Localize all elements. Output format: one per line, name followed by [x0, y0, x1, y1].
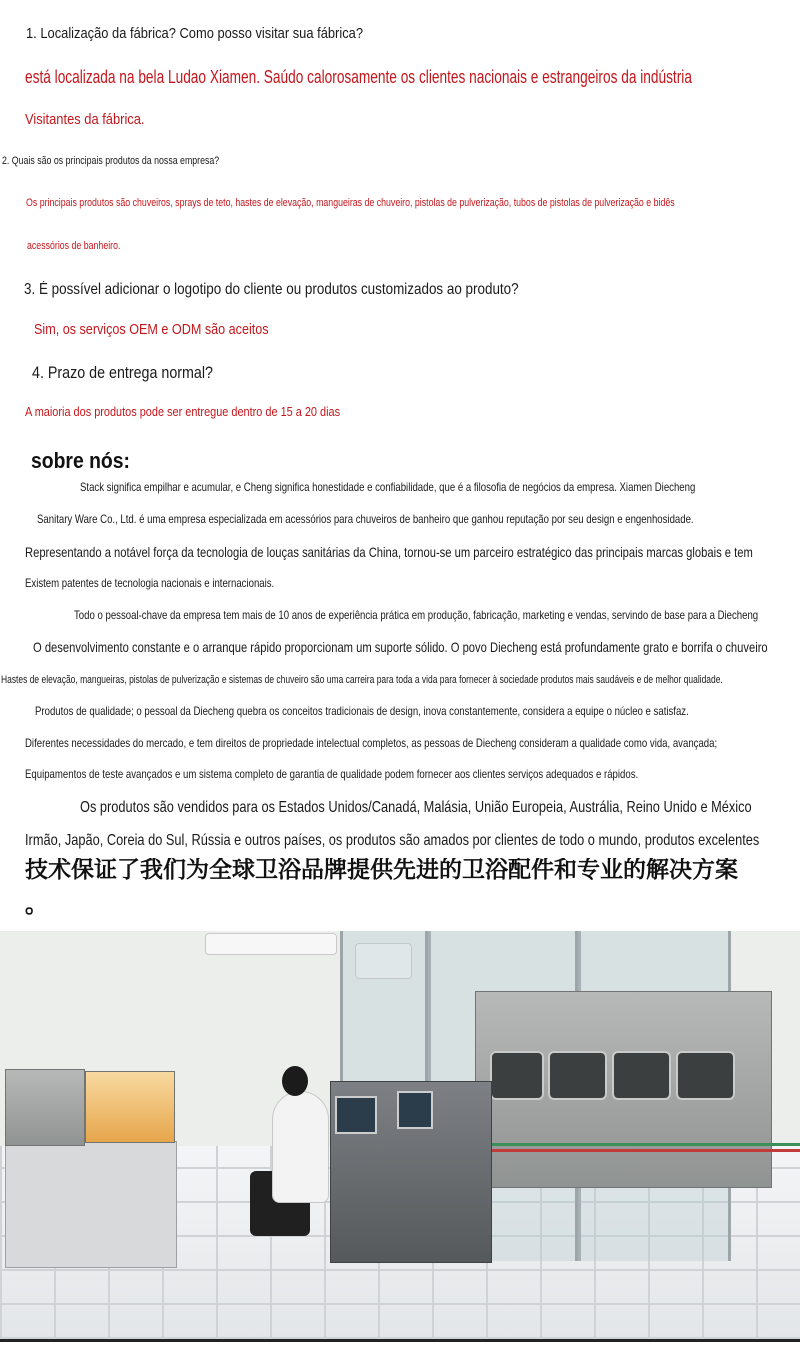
- faq-3-answer-line-1: Sim, os serviços OEM e ODM são aceitos: [34, 322, 269, 338]
- factory-lab-photo: [0, 931, 800, 1339]
- faq-1-answer-line-2: Visitantes da fábrica.: [25, 112, 145, 128]
- faq-1-answer-line-1: está localizada na bela Ludao Xiamen. Saúdo calorosamente os clientes nacionais e estrangeiros da indústria: [25, 68, 692, 87]
- operator-lab-coat: [272, 1091, 329, 1203]
- faq-4-question: 4. Prazo de entrega normal?: [32, 364, 213, 382]
- floor-red-line: [490, 1149, 800, 1152]
- about-line-7: Hastes de elevação, mangueiras, pistolas de pulverização e sistemas de chuveiro são uma carreira para toda a vida para fornecer à sociedade produtos mais saudáveis ​​e de melhor qualidade.: [1, 674, 723, 686]
- about-line-12: Irmão, Japão, Coreia do Sul, Rússia e outros países, os produtos são amados por clientes de todo o mundo, produtos excelentes: [25, 832, 760, 849]
- about-line-11: Os produtos são vendidos para os Estados Unidos/Canadá, Malásia, União Europeia, Austrália, Reino Unido e México: [80, 799, 752, 816]
- about-line-1: Stack significa empilhar e acumular, e Cheng significa honestidade e confiabilidade, que é a filosofia de negócios da empresa. Xiamen Diecheng: [80, 481, 696, 494]
- faq-4-answer-line-1: A maioria dos produtos pode ser entregue dentro de 15 a 20 dias: [25, 405, 341, 419]
- about-line-5: Todo o pessoal-chave da empresa tem mais de 10 anos de experiência prática em produção, fabricação, marketing e vendas, servindo de base para a Diecheng: [74, 609, 759, 622]
- about-line-2: Sanitary Ware Co., Ltd. é uma empresa especializada em acessórios para chuveiros de banheiro que ganhou reputação por seu design e engenhosidade.: [37, 513, 694, 526]
- about-line-6: O desenvolvimento constante e o arranque rápido proporcionam um suporte sólido. O povo Diecheng está profundamente grato e borrifa o chuveiro: [33, 640, 768, 655]
- machine-window-2: [548, 1051, 607, 1100]
- console-screen-2: [397, 1091, 433, 1129]
- bench-instrument: [5, 1069, 85, 1146]
- about-heading: sobre nós:: [31, 449, 130, 473]
- about-chinese-line-1: 技术保证了我们为全球卫浴品牌提供先进的卫浴配件和专业的解决方案: [25, 858, 738, 883]
- machine-window-4: [676, 1051, 735, 1100]
- page-bottom-rule: [0, 1339, 800, 1351]
- faq-2-question: 2. Quais são os principais produtos da nossa empresa?: [2, 155, 220, 167]
- about-line-9: Diferentes necessidades do mercado, e tem direitos de propriedade intelectual completos, as pessoas de Diecheng consideram a qualidade como vida, avançada;: [25, 737, 718, 750]
- about-line-8: Produtos de qualidade; o pessoal da Diecheng quebra os conceitos tradicionais de design, inova constantemente, considera a equipe o núcleo e satisfaz.: [35, 705, 689, 718]
- operator-head: [282, 1066, 308, 1096]
- faq-3-question: 3. É possível adicionar o logotipo do cliente ou produtos customizados ao produto?: [24, 281, 519, 298]
- about-chinese-line-2: 。: [25, 893, 48, 918]
- about-line-10: Equipamentos de teste avançados e um sistema completo de garantia de qualidade podem fornecer aos clientes serviços adequados e rápidos.: [25, 768, 639, 781]
- about-line-4: Existem patentes de tecnologia nacionais e internacionais.: [25, 577, 275, 590]
- light-box: [85, 1071, 175, 1143]
- console-screen-1: [335, 1096, 377, 1134]
- floor-green-line: [490, 1143, 800, 1146]
- machine-window-1: [490, 1051, 544, 1100]
- about-line-3: Representando a notável força da tecnologia de louças sanitárias da China, tornou-se um parceiro estratégico das principais marcas globais e tem: [25, 545, 753, 560]
- faq-1-question: 1. Localização da fábrica? Como posso visitar sua fábrica?: [26, 26, 364, 42]
- air-conditioner: [205, 933, 337, 955]
- machine-window-3: [612, 1051, 671, 1100]
- lab-cabinet: [5, 1141, 177, 1268]
- faq-2-answer-line-1: Os principais produtos são chuveiros, sprays de teto, hastes de elevação, mangueiras de chuveiro, pistolas de pulverização, tubos de pistolas de pulverização e bidês: [26, 197, 675, 209]
- faq-2-answer-line-2: acessórios de banheiro.: [27, 240, 121, 252]
